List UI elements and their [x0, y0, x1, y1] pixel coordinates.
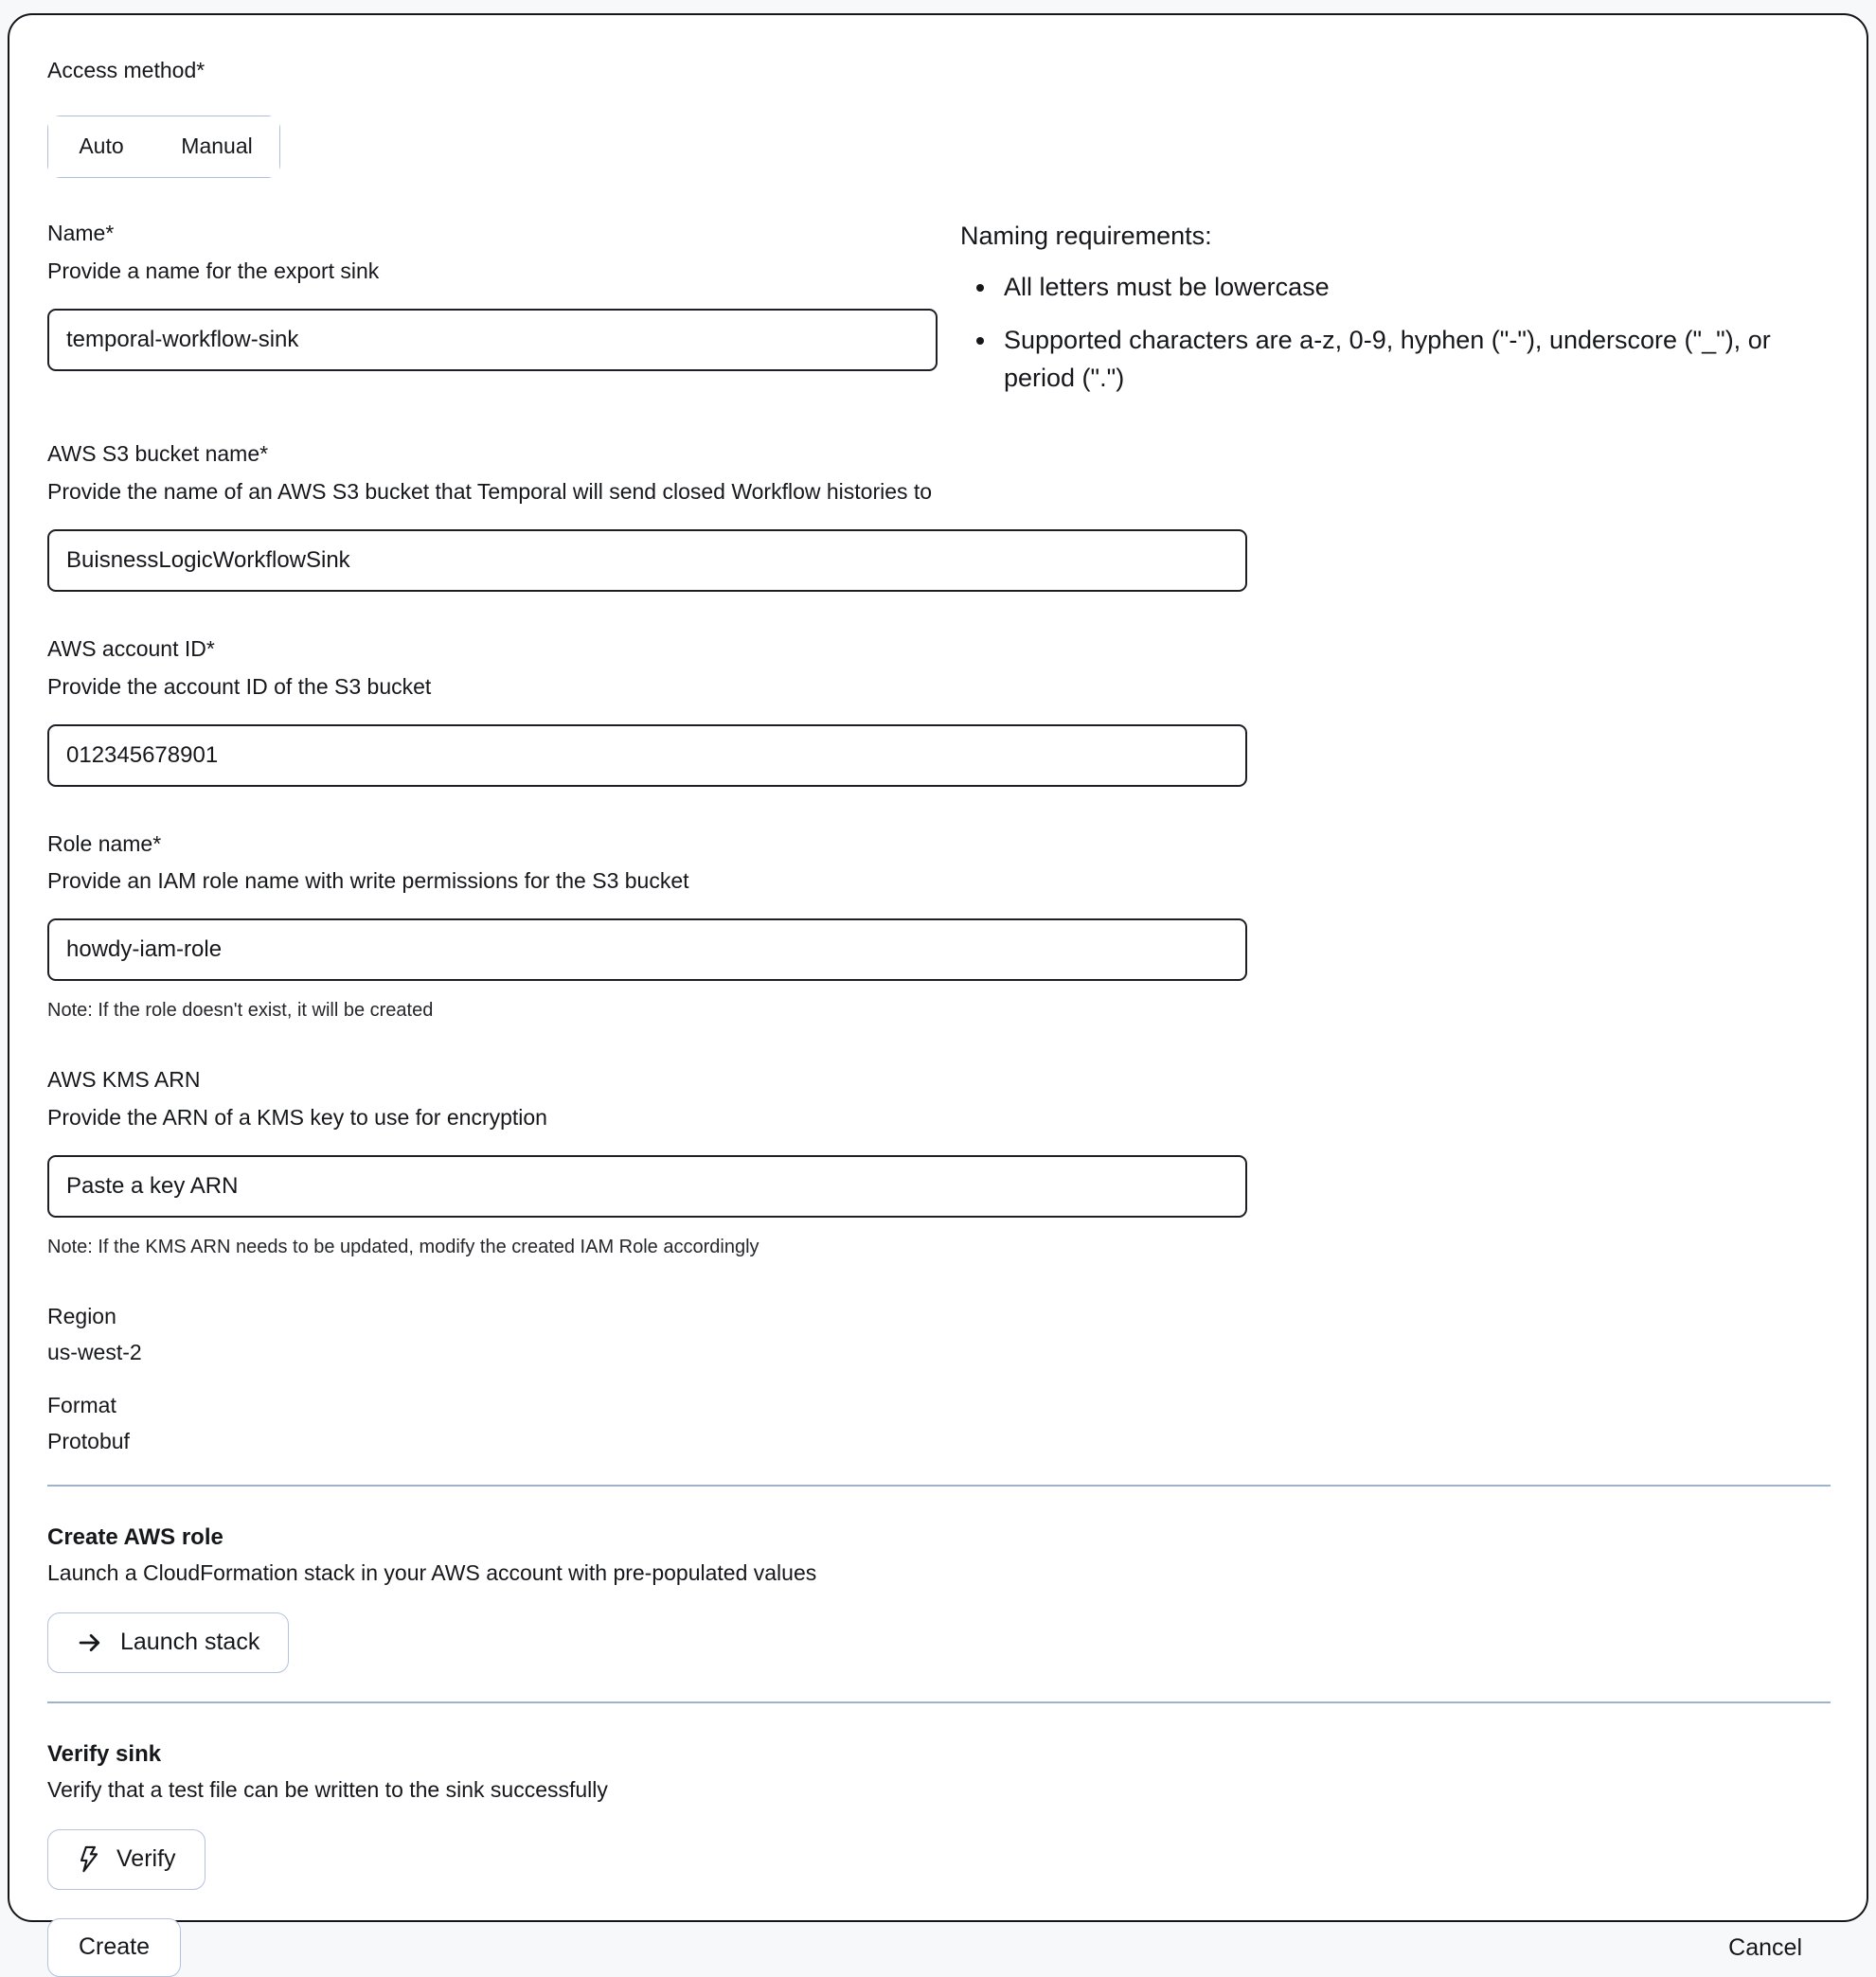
s3-bucket-description: Provide the name of an AWS S3 bucket that Temporal will send closed Workflow histories to	[47, 478, 933, 504]
kms-arn-description: Provide the ARN of a KMS key to use for encryption	[47, 1105, 547, 1131]
format-readonly	[47, 1392, 1831, 1456]
lightning-icon	[77, 1845, 99, 1873]
format-label: Format	[47, 1392, 116, 1417]
verify-button[interactable]	[47, 1829, 205, 1890]
cancel-link[interactable]: Cancel	[1728, 1933, 1802, 1961]
role-name-input[interactable]	[47, 918, 1247, 981]
aws-account-id-description: Provide the account ID of the S3 bucket	[47, 673, 432, 699]
verify-sink-section	[47, 1739, 1831, 1890]
role-name-note: Note: If the role doesn't exist, it will be created	[47, 1000, 434, 1022]
kms-arn-input[interactable]	[47, 1155, 1247, 1218]
export-sink-form	[8, 13, 1868, 1961]
access-method-option-auto[interactable]: Auto	[48, 116, 154, 177]
section-divider	[47, 1701, 1831, 1703]
access-method-label: Access method*	[47, 58, 205, 82]
aws-account-id-field	[47, 635, 1831, 787]
naming-requirements	[938, 220, 1831, 397]
region-label: Region	[47, 1304, 116, 1329]
s3-bucket-label: AWS S3 bucket name*	[47, 440, 269, 466]
section-divider	[47, 1485, 1831, 1487]
kms-arn-note: Note: If the KMS ARN needs to be updated, modify the created IAM Role accordingly	[47, 1237, 759, 1258]
s3-bucket-input[interactable]	[47, 529, 1247, 592]
naming-requirements-title: Naming requirements:	[960, 221, 1212, 250]
access-method-toggle	[47, 116, 280, 178]
name-label: Name*	[47, 220, 115, 245]
launch-stack-button[interactable]	[47, 1612, 289, 1673]
name-input[interactable]	[47, 309, 938, 371]
create-aws-role-description: Launch a CloudFormation stack in your AWS account with pre-populated values	[47, 1559, 817, 1585]
kms-arn-label: AWS KMS ARN	[47, 1067, 201, 1093]
naming-requirement-item: • Supported characters are a-z, 0-9, hyphen ("-"), underscore ("_"), or period (".")	[998, 321, 1831, 397]
role-name-label: Role name*	[47, 830, 162, 856]
name-row	[47, 220, 1831, 397]
s3-bucket-field	[47, 440, 1831, 592]
verify-sink-title: Verify sink	[47, 1740, 162, 1767]
region-readonly	[47, 1303, 1831, 1367]
region-value: us-west-2	[47, 1340, 142, 1364]
verify-sink-description: Verify that a test file can be written to the sink successfully	[47, 1776, 608, 1802]
role-name-description: Provide an IAM role name with write permissions for the S3 bucket	[47, 868, 689, 894]
create-aws-role-section	[47, 1523, 1831, 1673]
name-field	[47, 220, 938, 397]
form-footer	[47, 1918, 1831, 1977]
launch-stack-button-label: Launch stack	[120, 1629, 260, 1656]
name-description: Provide a name for the export sink	[47, 258, 380, 283]
naming-requirements-list	[960, 268, 1831, 397]
aws-account-id-input[interactable]	[47, 724, 1247, 787]
arrow-right-icon	[77, 1630, 103, 1656]
format-value: Protobuf	[47, 1428, 130, 1453]
create-button[interactable]	[47, 1918, 181, 1977]
kms-arn-field	[47, 1066, 1831, 1259]
aws-account-id-label: AWS account ID*	[47, 635, 215, 661]
access-method-option-manual[interactable]: Manual	[154, 116, 279, 177]
verify-button-label: Verify	[116, 1845, 176, 1873]
create-button-label: Create	[79, 1933, 151, 1961]
naming-requirement-item: • All letters must be lowercase	[998, 268, 1831, 306]
create-aws-role-title: Create AWS role	[47, 1523, 223, 1550]
role-name-field	[47, 830, 1831, 1024]
